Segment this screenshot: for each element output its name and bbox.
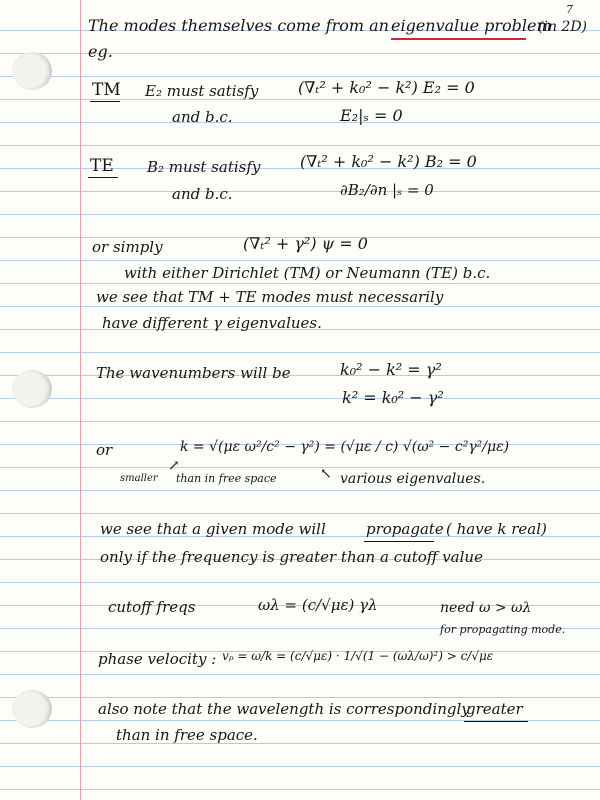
propagate-text-a: we see that a given mode will bbox=[100, 520, 326, 538]
phase-velocity-equation: vₚ = ω/k = (c/√με) · 1/√(1 − (ωλ/ω)²) > c/√με bbox=[222, 649, 494, 663]
page-number: 7 bbox=[566, 3, 573, 16]
tm-boundary-equation: E₂|ₛ = 0 bbox=[340, 106, 403, 125]
margin-line bbox=[80, 0, 81, 800]
cutoff-equation: ωλ = (c/√με) γλ bbox=[258, 596, 378, 614]
te-and-bc: and b.c. bbox=[172, 185, 233, 203]
cutoff-condition-text: only if the frequency is greater than a cutoff value bbox=[100, 548, 483, 566]
te-condition: B₂ must satisfy bbox=[147, 158, 261, 176]
or-text: or bbox=[96, 441, 113, 459]
intro-text: The modes themselves come from an bbox=[88, 16, 389, 35]
dirichlet-neumann-text: with either Dirichlet (TM) or Neumann (TE) b.c. bbox=[124, 264, 491, 282]
up-arrow-icon: ↗ bbox=[168, 458, 180, 474]
free-space-note: than in free space bbox=[176, 472, 277, 485]
binder-hole bbox=[12, 690, 52, 728]
modes-differ-line2: have different γ eigenvalues. bbox=[102, 314, 322, 332]
tm-underline bbox=[90, 101, 120, 102]
propagate-underline bbox=[364, 541, 434, 542]
wavenumber-equation-1: k₀² − k² = γ² bbox=[340, 360, 442, 379]
modes-differ-line1: we see that TM + TE modes must necessarily bbox=[96, 288, 444, 306]
wavelength-text-a: also note that the wavelength is correspondingly bbox=[98, 700, 470, 718]
te-boundary-equation: ∂B₂/∂n |ₛ = 0 bbox=[340, 181, 434, 199]
propagating-mode-note: for propagating mode. bbox=[440, 623, 566, 636]
need-condition: need ω > ωλ bbox=[440, 600, 532, 616]
tm-equation: (∇ₜ² + k₀² − k²) E₂ = 0 bbox=[298, 78, 475, 97]
te-underline bbox=[88, 177, 118, 178]
te-equation: (∇ₜ² + k₀² − k²) B₂ = 0 bbox=[300, 152, 477, 171]
tm-and-bc: and b.c. bbox=[172, 108, 233, 126]
propagate-text-b: propagate bbox=[366, 520, 444, 538]
tm-condition: E₂ must satisfy bbox=[145, 82, 259, 100]
tm-label: TM bbox=[92, 80, 121, 100]
k-equation: k = √(με ω²/c² − γ²) = (√με / c) √(ω² − c²γ²/με) bbox=[180, 439, 510, 455]
various-eigenvalues-note: various eigenvalues. bbox=[340, 471, 486, 487]
phase-velocity-text: phase velocity : bbox=[98, 650, 217, 668]
wavenumbers-text: The wavenumbers will be bbox=[96, 364, 291, 382]
te-label: TE bbox=[90, 156, 114, 176]
wavelength-text-b: greater bbox=[466, 700, 523, 718]
wavenumber-equation-2: k² = k₀² − γ² bbox=[342, 388, 444, 407]
in-2d-note: (in 2D) bbox=[538, 19, 587, 35]
cutoff-freqs-text: cutoff freqs bbox=[108, 598, 196, 616]
greater-underline bbox=[464, 721, 528, 722]
binder-hole bbox=[12, 370, 52, 408]
smaller-note: smaller bbox=[120, 473, 158, 484]
or-simply-text: or simply bbox=[92, 238, 163, 256]
propagate-text-c: ( have k real) bbox=[446, 520, 547, 538]
helmholtz-equation: (∇ₜ² + γ²) ψ = 0 bbox=[243, 234, 368, 253]
binder-hole bbox=[12, 52, 52, 90]
red-underline bbox=[391, 38, 526, 40]
up-arrow-icon: ↖ bbox=[320, 466, 332, 482]
free-space-text: than in free space. bbox=[116, 726, 258, 744]
eg-text: eg. bbox=[88, 42, 113, 61]
eigenvalue-problem-text: eigenvalue problem bbox=[391, 16, 552, 35]
